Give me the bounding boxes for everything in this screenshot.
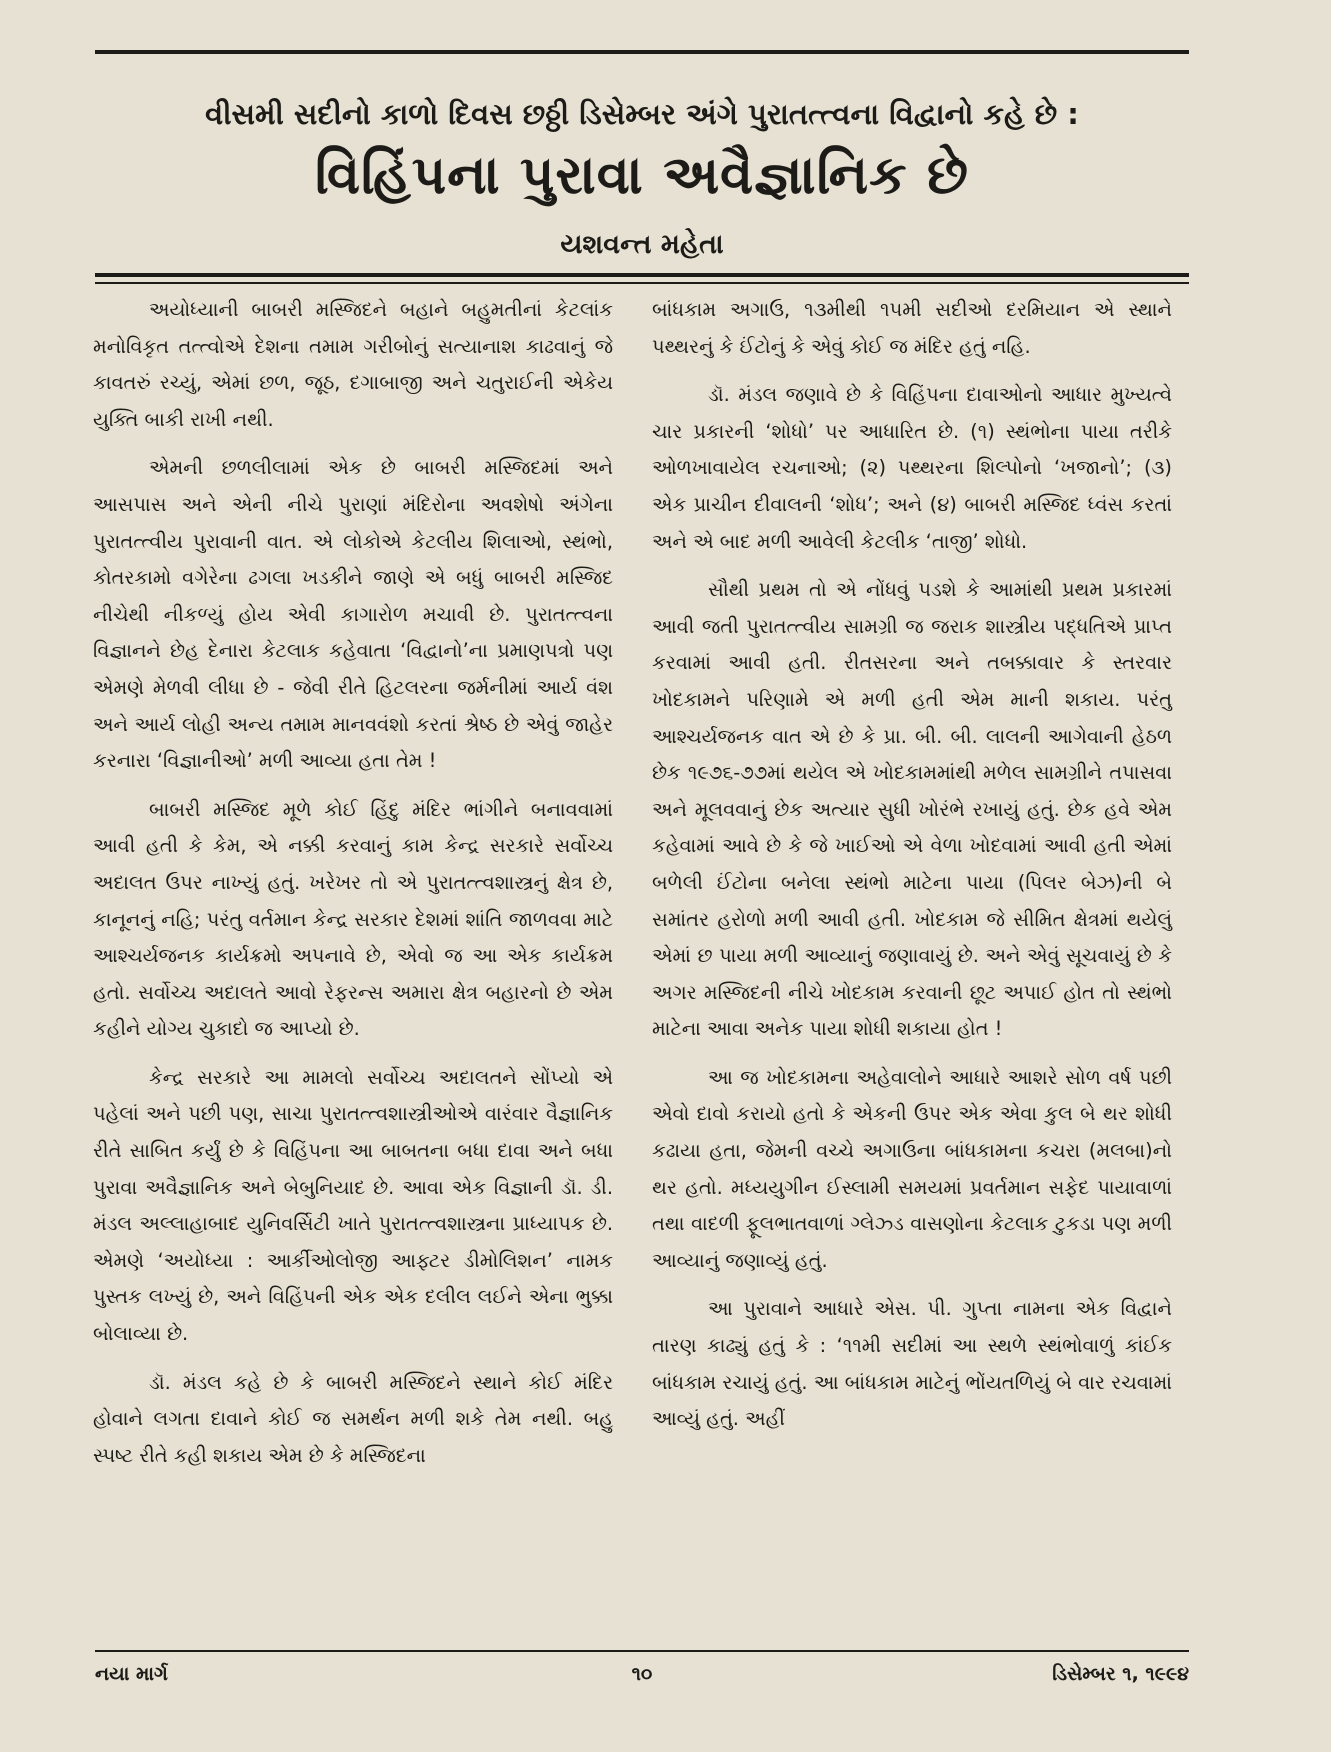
paragraph: સૌથી પ્રથમ તો એ નોંધવું પડશે કે આમાંથી પ્રથમ પ્રકારમાં આવી જતી પુરાતત્ત્વીય સામગ્રી જ જરાક શાસ્ત્રીય પદ્ધતિએ પ્રાપ્ત કરવામાં આવી હતી. રીતસરના અને તબક્કાવાર કે સ્તરવાર ખોદકામને પરિણામે એ મળી હતી એમ માની શકાય. પરંતુ આશ્ચર્યજનક વાત એ છે કે પ્રા. બી. બી. લાલની આગેવાની હેઠળ છેક ૧૯૭૬-૭૭માં થયેલ એ ખોદકામમાંથી મળેલ સામગ્રીને તપાસવા અને મૂલવવાનું છેક અત્યાર સુધી ખોરંભે રખાયું હતું. છેક હવે એમ કહેવામાં આવે છે કે જે ખાઈઓ એ વેળા ખોદવામાં આવી હતી એમાં બળેલી ઈંટોના બનેલા સ્થંભો માટેના પાયા (પિલર બેઝ)ની બે સમાંતર હરોળો મળી આવી હતી. ખોદકામ જે સીમિત ક્ષેત્રમાં થયેલું એમાં છ પાયા મળી આવ્યાનું જણાવાયું છે. અને એવું સૂચવાયું છે કે અગર મસ્જિદની નીચે ખોદકામ કરવાની છૂટ અપાઈ હોત તો સ્થંભો માટેના આવા અનેક પાયા શોધી શકાયા હોત !	[652, 578, 1172, 1041]
title-rule-thin	[95, 282, 1189, 284]
paragraph: બાબરી મસ્જિદ મૂળે કોઈ હિંદુ મંદિર ભાંગીને બનાવવામાં આવી હતી કે કેમ, એ નક્કી કરવાનું કામ કેન્દ્ર સરકારે સર્વોચ્ચ અદાલત ઉપર નાખ્યું હતું. ખરેખર તો એ પુરાતત્ત્વશાસ્ત્રનું ક્ષેત્ર છે, કાનૂનનું નહિ; પરંતુ વર્તમાન કેન્દ્ર સરકાર દેશમાં શાંતિ જાળવવા માટે આશ્ચર્યજનક કાર્યક્રમો અપનાવે છે, એવો જ આ એક કાર્યક્રમ હતો. સર્વોચ્ચ અદાલતે આવો રેફરન્સ અમારા ક્ષેત્ર બહારનો છે એમ કહીને યોગ્ય ચુકાદો જ આપ્યો છે.	[93, 797, 613, 1041]
paragraph: એમની છળલીલામાં એક છે બાબરી મસ્જિદમાં અને આસપાસ અને એની નીચે પુરાણાં મંદિરોના અવશેષો અંગેના પુરાતત્ત્વીય પુરાવાની વાત. એ લોકોએ કેટલીય શિલાઓ, સ્થંભો, કોતરકામો વગેરેના ઢગલા ખડકીને જાણે એ બધું બાબરી મસ્જિદ નીચેથી નીકળ્યું હોય એવી કાગારોળ મચાવી છે. પુરાતત્ત્વના વિજ્ઞાનને છેહ દેનારા કેટલાક કહેવાતા ‘વિદ્વાનો’ના પ્રમાણપત્રો પણ એમણે મેળવી લીધા છે - જેવી રીતે હિટલરના જર્મનીમાં આર્ય વંશ અને આર્ય લોહી અન્ય તમામ માનવવંશો કરતાં શ્રેષ્ઠ છે એવું જાહેર કરનારા ‘વિજ્ઞાનીઓ’ મળી આવ્યા હતા તેમ !	[93, 456, 613, 773]
title-rule-thick	[95, 273, 1189, 277]
issue-date: ડિસેમ્બર ૧, ૧૯૯૪	[1052, 1663, 1189, 1685]
paragraph: આ જ ખોદકામના અહેવાલોને આધારે આશરે સોળ વર્ષ પછી એવો દાવો કરાયો હતો કે એકની ઉપર એક એવા કુલ બે થર શોધી કઢાયા હતા, જેમની વચ્ચે અગાઉના બાંધકામના કચરા (મલબા)નો થર હતો. મધ્યયુગીન ઈસ્લામી સમયમાં પ્રવર્તમાન સફેદ પાયાવાળાં તથા વાદળી ફૂલભાતવાળાં ગ્લેઝ્ડ વાસણોના કેટલાક ટુકડા પણ મળી આવ્યાનું જણાવ્યું હતું.	[652, 1065, 1172, 1272]
top-rule	[95, 50, 1189, 54]
headline: વિહિંપના પુરાવા અવૈજ્ઞાનિક છે	[315, 145, 969, 206]
page-number: ૧૦	[631, 1663, 653, 1685]
paragraph: બાંધકામ અગાઉ, ૧૩મીથી ૧૫મી સદીઓ દરમિયાન એ સ્થાને પથ્થરનું કે ઈંટોનું કે એવું કોઈ જ મંદિર હતું નહિ.	[652, 298, 1172, 358]
paragraph: ડૉ. મંડલ કહે છે કે બાબરી મસ્જિદને સ્થાને કોઈ મંદિર હોવાને લગતા દાવાને કોઈ જ સમર્થન મળી શકે તેમ નથી. બહુ સ્પષ્ટ રીતે કહી શકાય એમ છે કે મસ્જિદના	[93, 1370, 613, 1467]
byline: યશવન્ત મહેતા	[560, 229, 724, 260]
kicker: વીસમી સદીનો કાળો દિવસ છઠ્ઠી ડિસેમ્બર અંગે પુરાતત્ત્વના વિદ્વાનો કહે છે :	[205, 97, 1079, 131]
left-column	[93, 292, 613, 1486]
right-column	[652, 292, 1172, 1450]
paragraph: આ પુરાવાને આધારે એસ. પી. ગુપ્તા નામના એક વિદ્વાને તારણ કાઢ્યું હતું કે : ‘૧૧મી સદીમાં આ સ્થળે સ્થંભોવાળું કાંઈક બાંધકામ રચાયું હતું. આ બાંધકામ માટેનું ભોંયતળિયું બે વાર રચવામાં આવ્યું હતું. અહીં	[652, 1297, 1172, 1431]
paragraph: ડૉ. મંડલ જણાવે છે કે વિહિંપના દાવાઓનો આધાર મુખ્યત્વે ચાર પ્રકારની ‘શોધો’ પર આધારિત છે. (૧) સ્થંભોના પાયા તરીકે ઓળખાવાયેલ રચનાઓ; (૨) પથ્થરના શિલ્પોનો ‘ખજાનો’; (૩) એક પ્રાચીન દીવાલની ‘શોધ’; અને (૪) બાબરી મસ્જિદ ધ્વંસ કરતાં અને એ બાદ મળી આવેલી કેટલીક ‘તાજી’ શોધો.	[652, 383, 1172, 553]
footer-rule	[95, 1650, 1189, 1652]
page-footer	[95, 1654, 1189, 1694]
publication-name: નયા માર્ગ	[95, 1663, 168, 1685]
paragraph: અયોધ્યાની બાબરી મસ્જિદને બહાને બહુમતીનાં કેટલાંક મનોવિકૃત તત્ત્વોએ દેશના તમામ ગરીબોનું સત્યાનાશ કાઢવાનું જે કાવતરું રચ્યું, એમાં છળ, જૂઠ, દગાબાજી અને ચતુરાઈની એકેય યુક્તિ બાકી રાખી નથી.	[93, 298, 613, 431]
paragraph: કેન્દ્ર સરકારે આ મામલો સર્વોચ્ચ અદાલતને સોંપ્યો એ પહેલાં અને પછી પણ, સાચા પુરાતત્ત્વશાસ્ત્રીઓએ વારંવાર વૈજ્ઞાનિક રીતે સાબિત કર્યું છે કે વિહિંપના આ બાબતના બધા દાવા અને બધા પુરાવા અવૈજ્ઞાનિક અને બેબુનિયાદ છે. આવા એક વિજ્ઞાની ડૉ. ડી. મંડલ અલ્લાહાબાદ યુનિવર્સિટી ખાતે પુરાતત્ત્વશાસ્ત્રના પ્રાધ્યાપક છે. એમણે ‘અયોધ્યા : આર્કીઓલોજી આફ્ટર ડીમોલિશન’ નામક પુસ્તક લખ્યું છે, અને વિહિંપની એક એક દલીલ લઈને એના ભુક્કા બોલાવ્યા છે.	[93, 1065, 613, 1346]
